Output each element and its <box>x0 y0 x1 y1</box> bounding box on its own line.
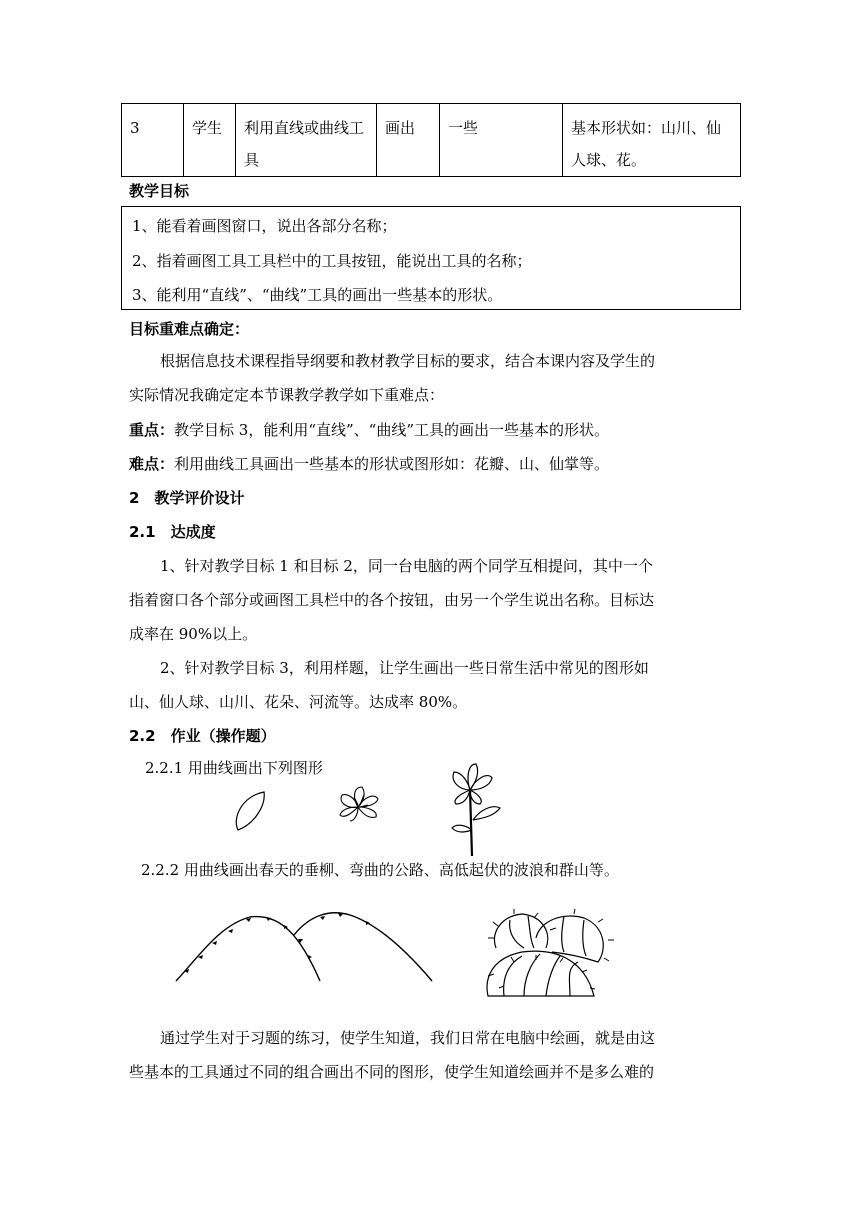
paragraph-line: 指着窗口各个部分或画图工具栏中的各个按钮，由另一个学生说出名称。目标达 <box>129 591 655 609</box>
goals-heading: 教学目标 <box>129 182 190 200</box>
paragraph-line: 山、仙人球、山川、花朵、河流等。达成率 80%。 <box>129 693 468 711</box>
table-cell: 基本形状如：山川、仙人球、花。 <box>563 104 741 177</box>
difficulty-line <box>129 453 609 474</box>
task-2-2-1: 2.2.1 用曲线画出下列图形 <box>145 759 323 777</box>
paragraph-line: 1、针对教学目标 1 和目标 2，同一台电脑的两个同学互相提问，其中一个 <box>160 557 653 575</box>
table-row <box>122 104 741 177</box>
table-cell: 一些 <box>440 104 563 177</box>
focus-text: 教学目标 3，能利用“直线”、“曲线”工具的画出一些基本的形状。 <box>174 421 610 439</box>
paragraph-line: 些基本的工具通过不同的组合画出不同的图形，使学生知道绘画并不是多么难的 <box>129 1063 655 1081</box>
keypoints-heading: 目标重难点确定： <box>129 320 250 338</box>
flower-stem-drawing <box>440 760 512 860</box>
mountains-drawing <box>170 905 440 985</box>
difficulty-text: 利用曲线工具画出一些基本的形状或图形如：花瓣、山、仙掌等。 <box>174 455 610 473</box>
paragraph-line: 实际情况我确定定本节课教学教学如下重难点： <box>129 386 445 404</box>
goals-box <box>121 206 741 310</box>
focus-line <box>129 419 609 440</box>
lesson-table <box>121 103 741 177</box>
difficulty-label: 难点： <box>129 455 175 473</box>
paragraph-line: 2、针对教学目标 3，利用样题，让学生画出一些日常生活中常见的图形如 <box>160 659 649 677</box>
section-2-1-title: 2.1 达成度 <box>129 523 216 541</box>
goal-item: 2、指着画图工具工具栏中的工具按钮，能说出工具的名称； <box>132 252 532 270</box>
cactus-drawing <box>474 908 626 1000</box>
focus-label: 重点： <box>129 421 175 439</box>
goal-item: 1、能看着画图窗口，说出各部分名称； <box>132 217 397 235</box>
section-2-2-title: 2.2 作业（操作题） <box>129 727 276 745</box>
table-cell: 3 <box>122 104 184 177</box>
paragraph-line: 根据信息技术课程指导纲要和教材教学目标的要求，结合本课内容及学生的 <box>160 352 656 370</box>
flower-drawing <box>334 783 386 825</box>
paragraph-line: 成率在 90%以上。 <box>129 625 258 643</box>
paragraph-line: 通过学生对于习题的练习，使学生知道，我们日常在电脑中绘画，就是由这 <box>160 1029 656 1047</box>
table-cell: 学生 <box>184 104 236 177</box>
table-cell: 画出 <box>377 104 440 177</box>
section-2-title: 2 教学评价设计 <box>129 489 245 507</box>
table-cell: 利用直线或曲线工具 <box>236 104 377 177</box>
goal-item: 3、能利用“直线”、“曲线”工具的画出一些基本的形状。 <box>132 286 503 304</box>
task-2-2-2: 2.2.2 用曲线画出春天的垂柳、弯曲的公路、高低起伏的波浪和群山等。 <box>141 861 619 879</box>
petal-drawing <box>230 788 270 836</box>
